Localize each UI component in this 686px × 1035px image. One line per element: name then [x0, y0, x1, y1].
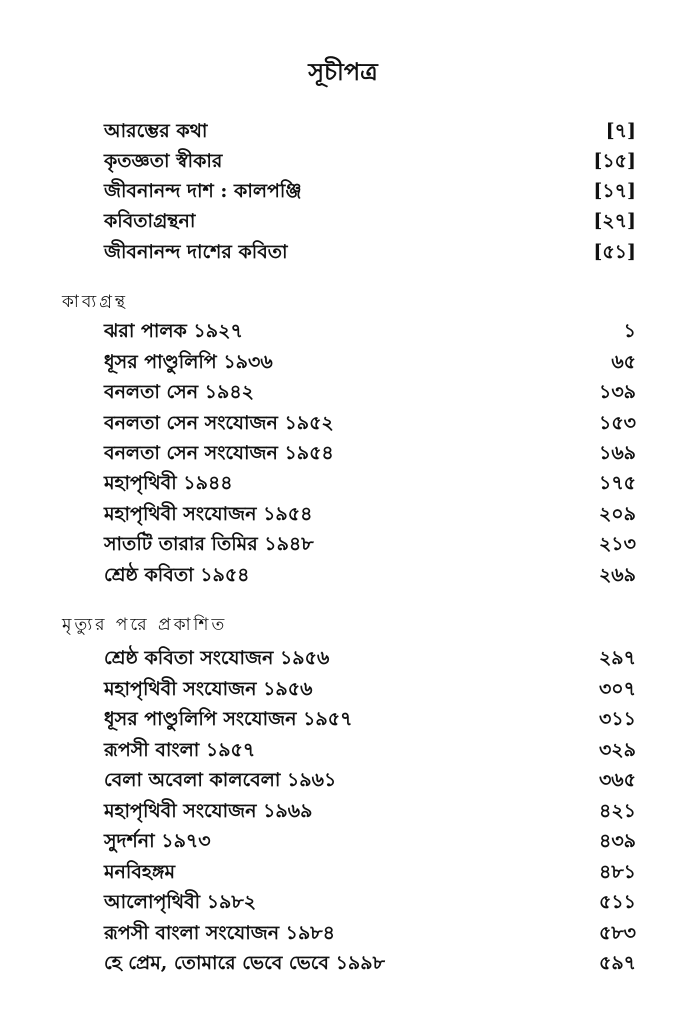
entry-page-number: ১৬৯	[598, 442, 636, 464]
entry-page-number: ১৩৯	[598, 381, 636, 403]
front-matter-entry	[104, 118, 636, 148]
entry-title: মহাপৃথিবী সংযোজন ১৯৫৪	[104, 503, 313, 525]
page-title: সূচীপত্র	[308, 57, 378, 86]
toc-entry	[104, 349, 636, 379]
section-heading-posthumous: মৃত্যুর পরে প্রকাশিত	[62, 615, 228, 635]
entry-title: বনলতা সেন সংযোজন ১৯৫৪	[104, 442, 334, 464]
front-matter-entry	[104, 239, 636, 269]
toc-entry	[104, 410, 636, 440]
entry-page-number: ২৯৭	[598, 647, 636, 669]
entry-page-number: ৩১১	[598, 708, 636, 730]
entry-page-number: [৭]	[605, 120, 636, 142]
entry-page-number: ১	[623, 320, 636, 342]
entry-title: ঝরা পালক ১৯২৭	[104, 320, 243, 342]
entry-page-number: ১৫৩	[598, 412, 636, 434]
toc-entry	[104, 859, 636, 889]
entry-title: রূপসী বাংলা সংযোজন ১৯৮৪	[104, 922, 335, 944]
entry-page-number: ৪২১	[598, 800, 636, 822]
toc-entry	[104, 737, 636, 767]
toc-entry	[104, 950, 636, 980]
entry-title: সাতটি তারার তিমির ১৯৪৮	[104, 533, 314, 555]
entry-page-number: ২১৩	[598, 533, 636, 555]
entry-page-number: ৫৯৭	[598, 952, 636, 974]
entry-page-number: ৫১১	[599, 891, 636, 913]
entry-page-number: ৫৮৩	[598, 922, 636, 944]
entry-page-number: ২৬৯	[598, 564, 636, 586]
toc-entry	[104, 531, 636, 561]
front-matter-entry	[104, 148, 636, 178]
toc-entry	[104, 645, 636, 675]
entry-page-number: ১৭৫	[598, 472, 636, 494]
front-matter-entry	[104, 208, 636, 238]
entry-page-number: ৩২৯	[598, 739, 636, 761]
toc-entry	[104, 470, 636, 500]
entry-title: সুদর্শনা ১৯৭৩	[104, 830, 211, 852]
toc-entry	[104, 318, 636, 348]
entry-page-number: [৫১]	[593, 241, 636, 263]
toc-entry	[104, 676, 636, 706]
entry-title: বনলতা সেন সংযোজন ১৯৫২	[104, 412, 334, 434]
toc-entry	[104, 889, 636, 919]
entry-title: মনবিহঙ্গম	[104, 861, 176, 883]
entry-title: কৃতজ্ঞতা স্বীকার	[104, 150, 223, 172]
toc-entry	[104, 920, 636, 950]
entry-title: মহাপৃথিবী ১৯৪৪	[104, 472, 233, 494]
toc-entry	[104, 562, 636, 592]
toc-entry	[104, 706, 636, 736]
toc-entry	[104, 440, 636, 470]
toc-entry	[104, 767, 636, 797]
front-matter-entry	[104, 178, 636, 208]
entry-page-number: ৪৩৯	[598, 830, 636, 852]
entry-title: শ্রেষ্ঠ কবিতা সংযোজন ১৯৫৬	[104, 647, 330, 669]
entry-title: ধূসর পাণ্ডুলিপি ১৯৩৬	[104, 351, 273, 373]
entry-title: রূপসী বাংলা ১৯৫৭	[104, 739, 256, 761]
entry-title: বনলতা সেন ১৯৪২	[104, 381, 255, 403]
entry-page-number: ৪৮১	[599, 861, 636, 883]
entry-title: হে প্রেম, তোমারে ভেবে ভেবে ১৯৯৮	[104, 952, 385, 974]
toc-entry	[104, 379, 636, 409]
entry-title: আরম্ভের কথা	[104, 120, 208, 142]
entry-page-number: [১৫]	[593, 150, 636, 172]
entry-title: মহাপৃথিবী সংযোজন ১৯৬৯	[104, 800, 313, 822]
entry-title: জীবনানন্দ দাশের কবিতা	[104, 241, 288, 263]
entry-title: শ্রেষ্ঠ কবিতা ১৯৫৪	[104, 564, 250, 586]
entry-title: জীবনানন্দ দাশ : কালপঞ্জি	[104, 180, 302, 202]
entry-title: ধূসর পাণ্ডুলিপি সংযোজন ১৯৫৭	[104, 708, 353, 730]
entry-title: আলোপৃথিবী ১৯৮২	[104, 891, 257, 913]
toc-entry	[104, 798, 636, 828]
entry-page-number: [১৭]	[593, 180, 636, 202]
entry-page-number: ৩০৭	[598, 678, 636, 700]
entry-title: মহাপৃথিবী সংযোজন ১৯৫৬	[104, 678, 313, 700]
toc-entry	[104, 501, 636, 531]
entry-page-number: ৩৬৫	[598, 769, 636, 791]
entry-title: কবিতাগ্রন্থনা	[104, 210, 196, 232]
toc-entry	[104, 828, 636, 858]
section-heading-poetry-books: কাব্যগ্রন্থ	[62, 292, 128, 312]
entry-page-number: ৬৫	[611, 351, 636, 373]
entry-title: বেলা অবেলা কালবেলা ১৯৬১	[104, 769, 337, 791]
entry-page-number: ২০৯	[598, 503, 636, 525]
entry-page-number: [২৭]	[593, 210, 636, 232]
